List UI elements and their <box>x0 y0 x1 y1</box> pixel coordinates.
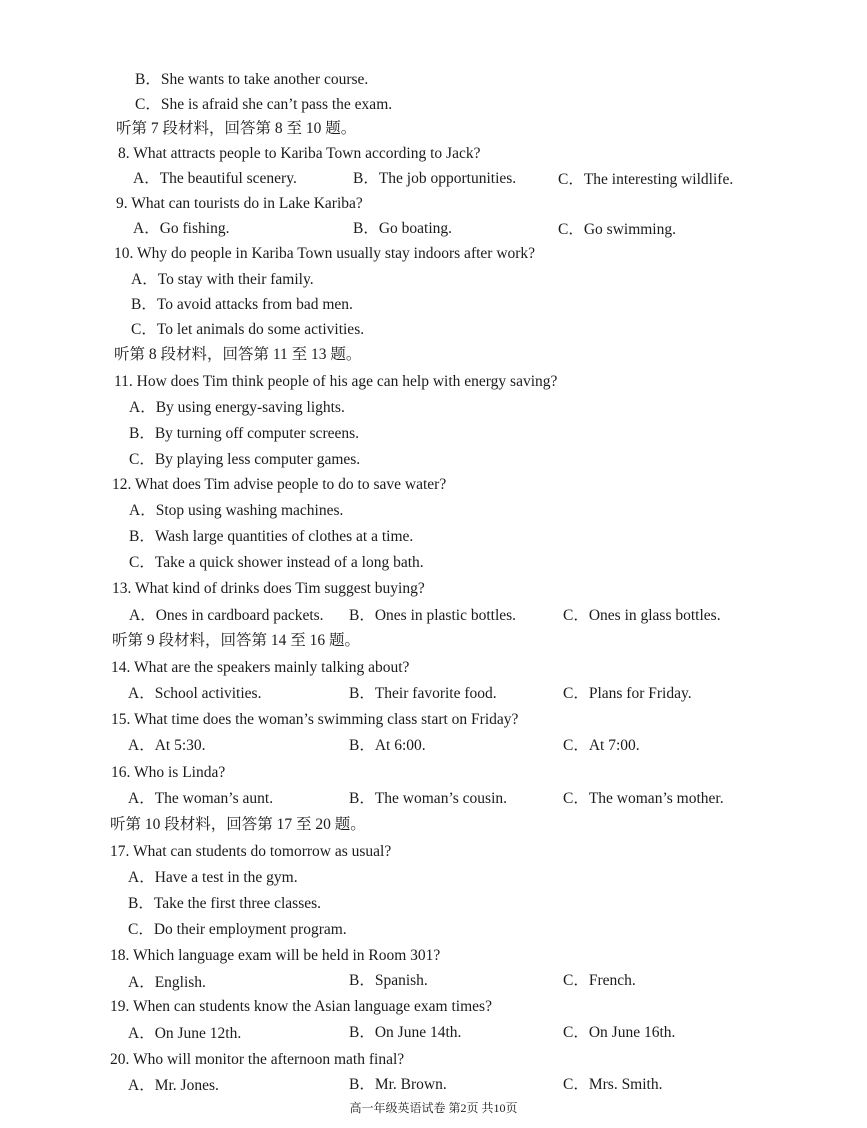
option-a: A．English. <box>128 974 206 991</box>
option-b: B．The job opportunities. <box>353 170 517 187</box>
option-c: C．The interesting wildlife. <box>558 171 734 188</box>
option-b: B．She wants to take another course. <box>135 71 369 88</box>
option-a: A．On June 12th. <box>128 1025 242 1042</box>
option-a: A．School activities. <box>128 685 262 702</box>
question-11: 11. How does Tim think people of his age can help with energy saving? <box>114 373 558 390</box>
question-17: 17. What can students do tomorrow as usual? <box>110 843 392 860</box>
option-c: C．Plans for Friday. <box>563 685 692 702</box>
option-a: A．Ones in cardboard packets. <box>129 607 324 624</box>
option-c: C．Take a quick shower instead of a long bath. <box>129 554 424 571</box>
question-16: 16. Who is Linda? <box>111 764 226 781</box>
option-a: A．By using energy-saving lights. <box>129 399 345 416</box>
option-a: A．At 5:30. <box>128 737 206 754</box>
question-10: 10. Why do people in Kariba Town usually stay indoors after work? <box>114 245 536 262</box>
option-a: A．The beautiful scenery. <box>133 170 297 187</box>
option-b: B．Take the first three classes. <box>128 895 322 912</box>
option-c: C．Ones in glass bottles. <box>563 607 721 624</box>
question-18: 18. Which language exam will be held in Room 301? <box>110 947 441 964</box>
option-c: C．To let animals do some activities. <box>131 321 365 338</box>
option-b: B．To avoid attacks from bad men. <box>131 296 353 313</box>
question-9: 9. What can tourists do in Lake Kariba? <box>116 195 363 212</box>
option-b: B．Mr. Brown. <box>349 1076 447 1093</box>
option-b: B．The woman’s cousin. <box>349 790 507 807</box>
question-8: 8. What attracts people to Kariba Town according to Jack? <box>118 145 481 162</box>
option-a: A．Go fishing. <box>133 220 230 237</box>
option-b: B．Spanish. <box>349 972 428 989</box>
option-c: C．On June 16th. <box>563 1024 676 1041</box>
question-14: 14. What are the speakers mainly talking about? <box>111 659 410 676</box>
option-a: A．Have a test in the gym. <box>128 869 298 886</box>
option-c: C．The woman’s mother. <box>563 790 724 807</box>
question-20: 20. Who will monitor the afternoon math final? <box>110 1051 405 1068</box>
option-b: B．Ones in plastic bottles. <box>349 607 517 624</box>
option-b: B．Go boating. <box>353 220 453 237</box>
option-c: C．Do their employment program. <box>128 921 347 938</box>
section-heading: 听第 10 段材料，回答第 17 至 20 题。 <box>110 816 366 833</box>
option-b: B．By turning off computer screens. <box>129 425 360 442</box>
option-a: A．Stop using washing machines. <box>129 502 344 519</box>
section-heading: 听第 7 段材料，回答第 8 至 10 题。 <box>116 120 357 137</box>
question-19: 19. When can students know the Asian language exam times? <box>110 998 492 1015</box>
option-b: B．Wash large quantities of clothes at a time. <box>129 528 414 545</box>
option-c: C．French. <box>563 972 636 989</box>
option-b: B．At 6:00. <box>349 737 426 754</box>
option-c: C．Go swimming. <box>558 221 676 238</box>
option-c: C．Mrs. Smith. <box>563 1076 663 1093</box>
option-c: C．At 7:00. <box>563 737 640 754</box>
option-a: A．The woman’s aunt. <box>128 790 274 807</box>
option-a: A．Mr. Jones. <box>128 1077 219 1094</box>
page-footer: 高一年级英语试卷 第2页 共10页 <box>349 1101 518 1115</box>
option-b: B．Their favorite food. <box>349 685 497 702</box>
question-15: 15. What time does the woman’s swimming class start on Friday? <box>111 711 519 728</box>
option-c: C．By playing less computer games. <box>129 451 361 468</box>
option-b: B．On June 14th. <box>349 1024 462 1041</box>
question-13: 13. What kind of drinks does Tim suggest buying? <box>112 580 425 597</box>
section-heading: 听第 8 段材料，回答第 11 至 13 题。 <box>114 346 362 363</box>
option-a: A．To stay with their family. <box>131 271 314 288</box>
option-c: C．She is afraid she can’t pass the exam. <box>135 96 393 113</box>
question-12: 12. What does Tim advise people to do to save water? <box>112 476 447 493</box>
section-heading: 听第 9 段材料，回答第 14 至 16 题。 <box>112 632 361 649</box>
